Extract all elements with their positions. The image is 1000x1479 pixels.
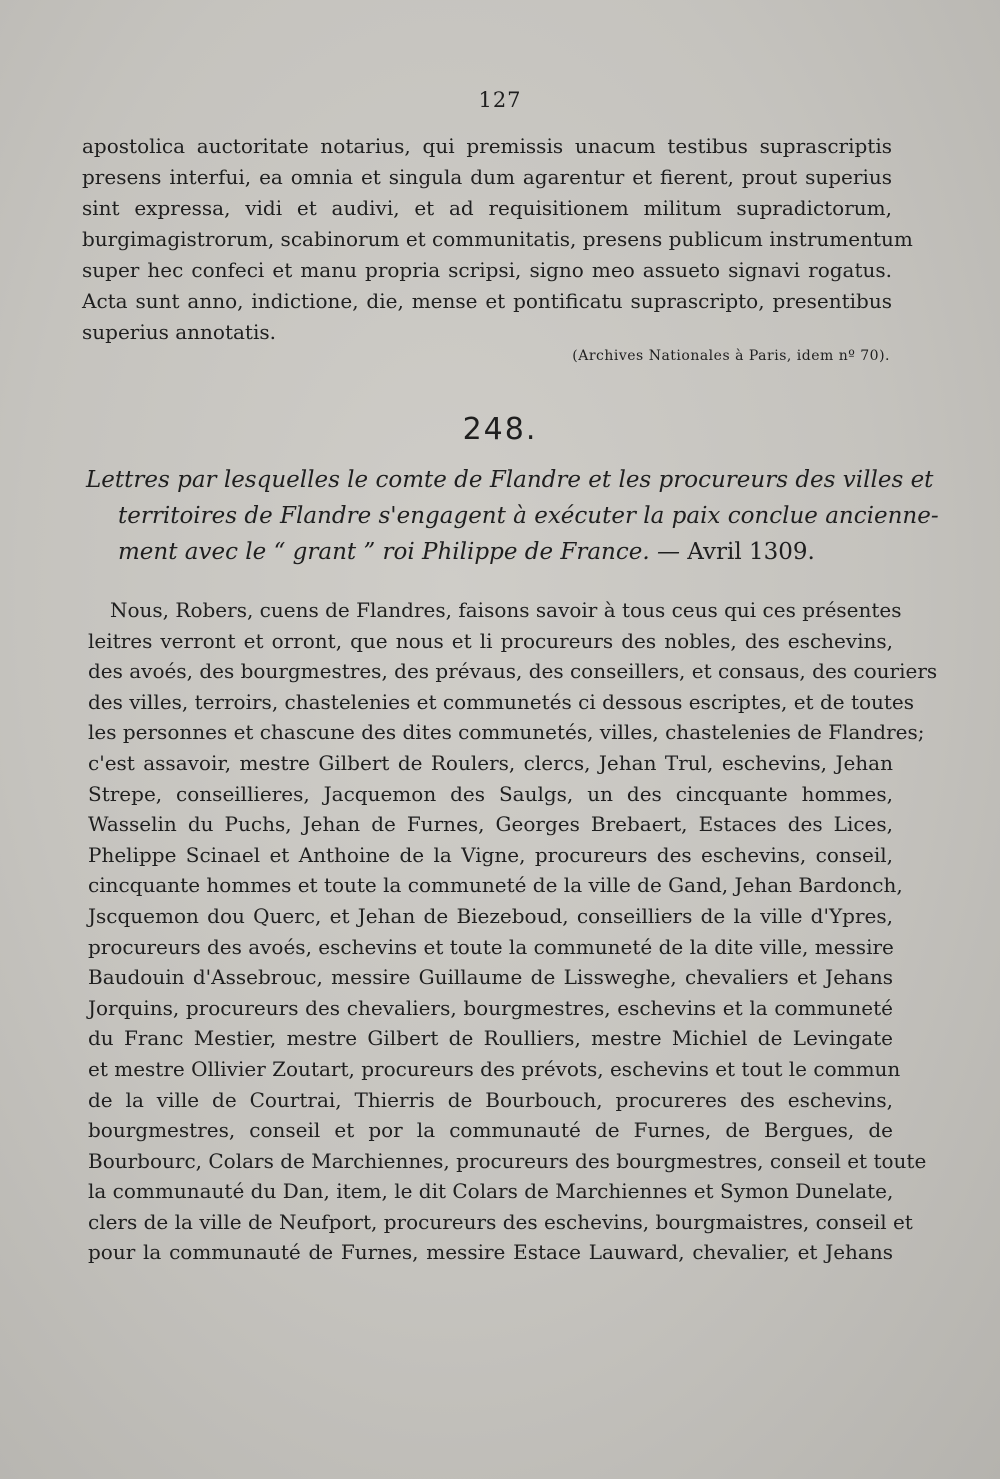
text-line: Jscquemon dou Querc, et Jehan de Biezeboud, conseilliers de la ville d'Ypres,: [88, 903, 893, 928]
text-line: presens interfui, ea omnia et singula dum agarentur et fierent, prout superius: [82, 165, 892, 189]
text-line: Acta sunt anno, indictione, die, mense et pontificatu suprascripto, presentibus: [82, 289, 892, 313]
text-line: Bourbourc, Colars de Marchiennes, procureurs des bourgmestres, conseil et toute: [88, 1148, 927, 1173]
text-line: bourgmestres, conseil et por la communauté de Furnes, de Bergues, de: [88, 1118, 893, 1143]
text-line: Phelippe Scinael et Anthoine de la Vigne, procureurs des eschevins, conseil,: [88, 842, 893, 867]
text-line: des villes, terroirs, chastelenies et communetés ci dessous escriptes, et de toutes: [88, 689, 915, 714]
document-title: [86, 462, 939, 570]
text-line: Jorquins, procureurs des chevaliers, bourgmestres, eschevins et la communeté: [88, 995, 893, 1020]
text-line: procureurs des avoés, eschevins et toute la communeté de la dite ville, messire: [88, 934, 894, 959]
text-line: Baudouin d'Assebrouc, messire Guillaume de Lissweghe, chevaliers et Jehans: [88, 965, 893, 990]
text-line: du Franc Mestier, mestre Gilbert de Roulliers, mestre Michiel de Levingate: [88, 1026, 893, 1051]
text-line: de la ville de Courtrai, Thierris de Bourbouch, procureres des eschevins,: [88, 1087, 893, 1112]
title-line-last: [86, 534, 894, 570]
page-number: 127: [478, 88, 522, 112]
title-line: Lettres par lesquelles le comte de Flandre et les procureurs des villes et: [86, 467, 934, 493]
text-line: des avoés, des bourgmestres, des prévaus, des conseillers, et consaus, des couriers: [88, 659, 938, 684]
text-line: la communauté du Dan, item, le dit Colars de Marchiennes et Symon Dunelate,: [88, 1179, 894, 1204]
text-line: leitres verront et orront, que nous et li procureurs des nobles, des eschevins,: [88, 628, 893, 653]
text-line: clers de la ville de Neufport, procureurs des eschevins, bourgmaistres, conseil et: [88, 1209, 913, 1234]
text-line: burgimagistrorum, scabinorum et communitatis, presens publicum instrumentum: [82, 227, 913, 251]
text-line: apostolica auctoritate notarius, qui premissis unacum testibus suprascriptis: [82, 134, 892, 158]
text-line: super hec confeci et manu propria scripsi, signo meo assueto signavi rogatus.: [82, 258, 892, 282]
title-date: Avril 1309.: [687, 539, 815, 565]
source-citation: (Archives Nationales à Paris, idem nº 70).: [572, 348, 890, 364]
title-line: ment avec le “ grant ” roi Philippe de France. —: [118, 539, 680, 565]
text-line: pour la communauté de Furnes, messire Estace Lauward, chevalier, et Jehans: [88, 1240, 893, 1265]
text-line: Nous, Robers, cuens de Flandres, faisons savoir à tous ceus qui ces présentes: [110, 598, 902, 622]
text-line: et mestre Ollivier Zoutart, procureurs des prévots, eschevins et tout le commun: [88, 1056, 901, 1081]
text-line: cincquante hommes et toute la communeté de la ville de Gand, Jehan Bardonch,: [88, 873, 903, 898]
document-number: 248.: [462, 412, 538, 447]
title-line: territoires de Flandre s'engagent à exécuter la paix conclue ancienne-: [118, 503, 939, 529]
text-line: les personnes et chascune des dites communetés, villes, chastelenies de Flandres;: [88, 720, 925, 745]
text-line: sint expressa, vidi et audivi, et ad requisitionem militum supradictorum,: [82, 196, 892, 220]
text-line: Strepe, conseillieres, Jacquemon des Saulgs, un des cincquante hommes,: [88, 781, 893, 806]
continuation-paragraph: [82, 131, 913, 348]
text-line: c'est assavoir, mestre Gilbert de Roulers, clercs, Jehan Trul, eschevins, Jehan: [88, 750, 893, 775]
body-paragraph: [88, 595, 938, 1268]
text-line: Wasselin du Puchs, Jehan de Furnes, Georges Brebaert, Estaces des Lices,: [88, 812, 893, 837]
text-line: superius annotatis.: [82, 320, 276, 344]
